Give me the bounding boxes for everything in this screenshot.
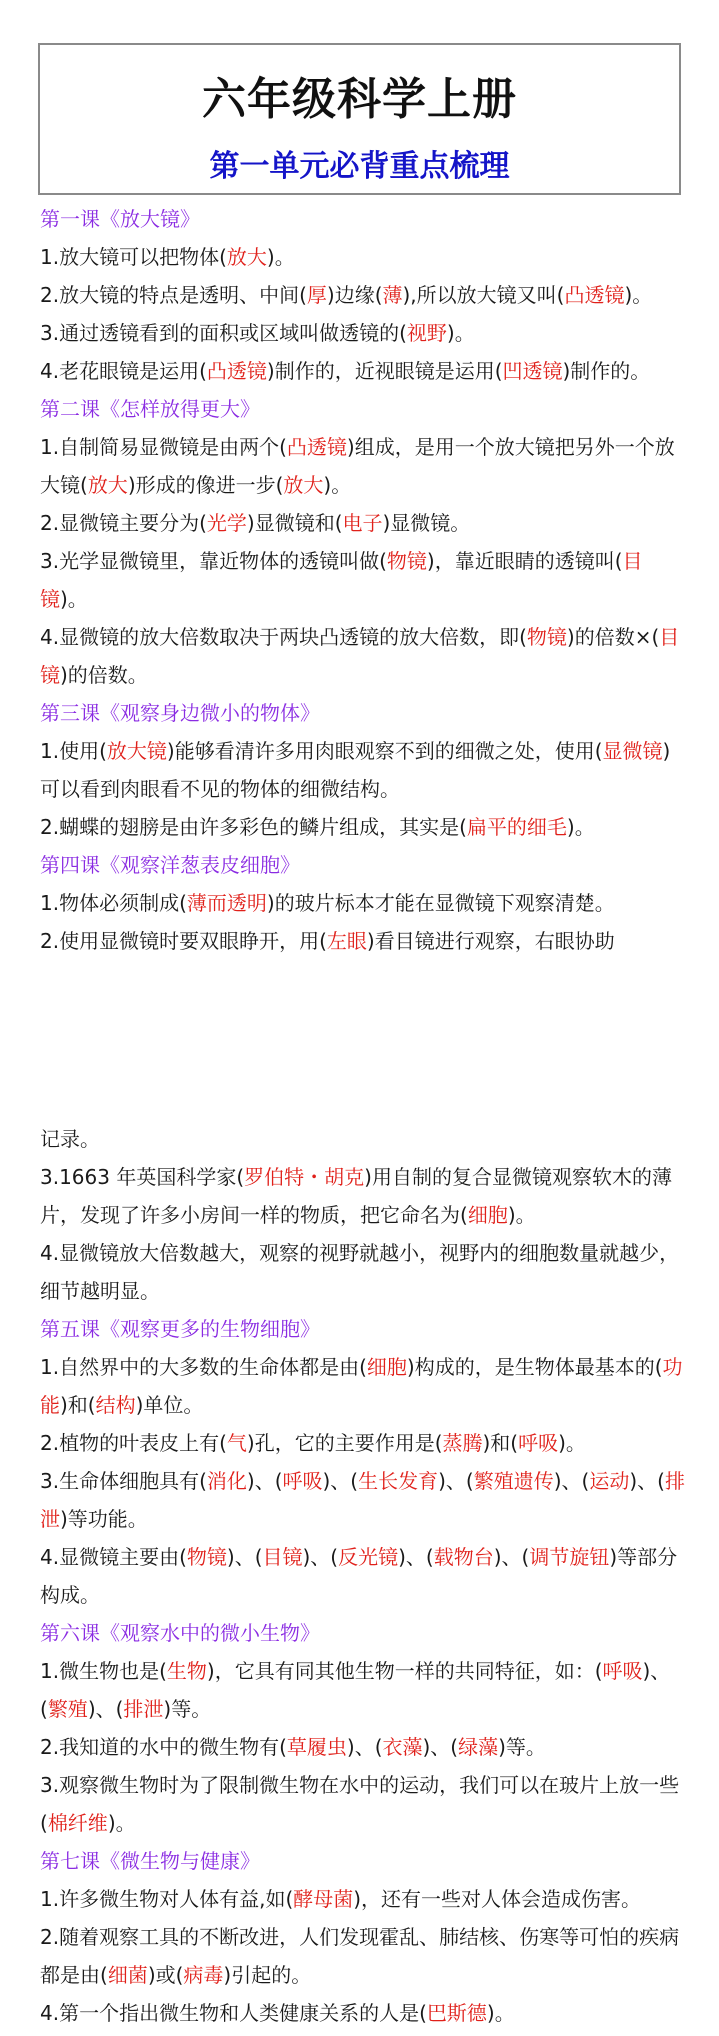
answer-highlight: 衣藻	[382, 1735, 423, 1759]
point-text: )、(	[422, 1735, 459, 1759]
point-item	[40, 1234, 690, 1310]
point-item	[40, 238, 690, 276]
point-item	[40, 1728, 690, 1766]
point-text: )单位。	[135, 1393, 204, 1417]
answer-highlight: 显微镜	[602, 739, 663, 763]
point-text: )。	[624, 283, 653, 307]
point-text: )和(	[60, 1393, 96, 1417]
answer-highlight: 功能	[40, 1355, 683, 1417]
lesson-heading: 第七课《微生物与健康》	[40, 1849, 260, 1873]
answer-highlight: 草履虫	[286, 1735, 347, 1759]
point-item	[40, 1120, 690, 1158]
point-text: 1.微生物也是(	[40, 1659, 167, 1683]
point-text: )、(	[87, 1697, 124, 1721]
point-text: )的玻片标本才能在显微镜下观察清楚。	[266, 891, 615, 915]
point-text: )、(	[629, 1469, 665, 1493]
point-text: )、(	[40, 1659, 671, 1721]
point-text: )用自制的复合显微镜观察软木的薄片，发现了许多小房间一样的物质，把它命名为(	[40, 1165, 672, 1227]
point-item	[40, 1424, 690, 1462]
point-item	[40, 1918, 690, 1994]
answer-highlight: 目镜	[262, 1545, 303, 1569]
lesson-heading: 第二课《怎样放得更大》	[40, 397, 260, 421]
point-text: 2.使用显微镜时要双眼睁开，用(	[40, 929, 327, 953]
lesson-heading: 第三课《观察身边微小的物体》	[40, 701, 320, 725]
point-text: 1.许多微生物对人体有益,如(	[40, 1887, 294, 1911]
point-item	[40, 314, 690, 352]
point-text: 2.我知道的水中的微生物有(	[40, 1735, 287, 1759]
answer-highlight: 巴斯德	[426, 2001, 487, 2025]
point-text: 1.使用(	[40, 739, 107, 763]
point-text: )。	[507, 1203, 536, 1227]
point-text: )。	[446, 321, 475, 345]
answer-highlight: 放大	[87, 473, 128, 497]
answer-highlight: 生物	[166, 1659, 207, 1683]
point-text: )、(	[438, 1469, 474, 1493]
point-text: 2.蝴蝶的翅膀是由许多彩色的鳞片组成，其实是(	[40, 815, 467, 839]
answer-highlight: 目镜	[40, 549, 643, 611]
point-text: )、(	[493, 1545, 530, 1569]
point-item	[40, 922, 690, 960]
answer-highlight: 薄	[382, 283, 403, 307]
answer-highlight: 调节旋钮	[529, 1545, 610, 1569]
point-text: )看目镜进行观察，右眼协助	[366, 929, 615, 953]
point-text: )。	[266, 245, 295, 269]
point-text: 3.观察微生物时为了限制微生物在水中的运动，我们可以在玻片上放一些(	[40, 1773, 680, 1835]
point-text: 1.放大镜可以把物体(	[40, 245, 227, 269]
answer-highlight: 电子	[342, 511, 383, 535]
lesson-heading: 第四课《观察洋葱表皮细胞》	[40, 853, 300, 877]
answer-highlight: 凸透镜	[286, 435, 347, 459]
point-text: 记录。	[40, 1127, 100, 1151]
point-text: 4.显微镜放大倍数越大，观察的视野就越小，视野内的细胞数量就越少，细节越明显。	[40, 1241, 680, 1303]
point-text: )。	[486, 2001, 515, 2025]
point-text: )。	[107, 1811, 136, 1835]
point-item	[40, 1880, 690, 1918]
answer-highlight: 左眼	[326, 929, 367, 953]
point-text: 2.显微镜主要分为(	[40, 511, 207, 535]
point-text: 1.自制简易显微镜是由两个(	[40, 435, 287, 459]
lesson-heading: 第六课《观察水中的微小生物》	[40, 1621, 320, 1645]
point-text: )等功能。	[60, 1507, 148, 1531]
point-text: )显微镜和(	[246, 511, 343, 535]
point-text: )、(	[398, 1545, 434, 1569]
answer-highlight: 凸透镜	[564, 283, 625, 307]
point-text: )。	[323, 473, 352, 497]
point-text: )、(	[246, 1469, 283, 1493]
point-text: 4.显微镜主要由(	[40, 1545, 187, 1569]
answer-highlight: 物镜	[526, 625, 567, 649]
point-text: )显微镜。	[382, 511, 471, 535]
point-text: )，靠近眼睛的透镜叫(	[426, 549, 623, 573]
point-text: 2.放大镜的特点是透明、中间(	[40, 283, 307, 307]
answer-highlight: 物镜	[186, 1545, 227, 1569]
point-text: 3.通过透镜看到的面积或区域叫做透镜的(	[40, 321, 407, 345]
answer-highlight: 凹透镜	[502, 359, 563, 383]
point-text: )孔，它的主要作用是(	[246, 1431, 443, 1455]
answer-highlight: 视野	[406, 321, 447, 345]
point-text: )或(	[147, 1963, 184, 1987]
point-text: )的倍数。	[60, 663, 148, 687]
point-item	[40, 542, 690, 618]
answer-highlight: 呼吸	[602, 1659, 643, 1683]
title-box	[38, 43, 681, 195]
answer-highlight: 放大镜	[106, 739, 167, 763]
point-item	[40, 808, 690, 846]
lesson-heading: 第五课《观察更多的生物细胞》	[40, 1317, 320, 1341]
point-text: )、(	[346, 1735, 383, 1759]
answer-highlight: 酵母菌	[293, 1887, 354, 1911]
point-text: )、(	[322, 1469, 359, 1493]
answer-highlight: 繁殖遗传	[473, 1469, 554, 1493]
point-text: )构成的，是生物体最基本的(	[406, 1355, 663, 1379]
answer-highlight: 放大	[283, 473, 324, 497]
answer-highlight: 绿藻	[458, 1735, 499, 1759]
point-text: 4.显微镜的放大倍数取决于两块凸透镜的放大倍数，即(	[40, 625, 527, 649]
point-text: )制作的，近视眼镜是运用(	[266, 359, 503, 383]
answer-highlight: 运动	[589, 1469, 630, 1493]
point-item	[40, 1538, 690, 1614]
answer-highlight: 物镜	[386, 549, 427, 573]
point-text: )组成，是用一个放大镜把另外一个放大镜(	[40, 435, 675, 497]
point-text: )、(	[226, 1545, 263, 1569]
point-text: )和(	[482, 1431, 519, 1455]
point-text: 3.生命体细胞具有(	[40, 1469, 207, 1493]
point-text: )形成的像进一步(	[127, 473, 284, 497]
point-text: 1.物体必须制成(	[40, 891, 187, 915]
answer-highlight: 繁殖	[47, 1697, 88, 1721]
answer-highlight: 结构	[95, 1393, 136, 1417]
point-text: )等部分构成。	[40, 1545, 678, 1607]
answer-highlight: 消化	[206, 1469, 247, 1493]
point-item	[40, 276, 690, 314]
point-item	[40, 1158, 690, 1234]
point-item	[40, 352, 690, 390]
point-text: )，还有一些对人体会造成伤害。	[353, 1887, 642, 1911]
answer-highlight: 厚	[306, 283, 327, 307]
point-item	[40, 504, 690, 542]
answer-highlight: 凸透镜	[206, 359, 267, 383]
answer-highlight: 气	[226, 1431, 247, 1455]
page-title: 六年级科学上册	[202, 74, 517, 125]
answer-highlight: 蒸腾	[442, 1431, 483, 1455]
point-text: ),所以放大镜又叫(	[402, 283, 565, 307]
answer-highlight: 目镜	[40, 625, 680, 687]
point-text: )的倍数×(	[566, 625, 660, 649]
answer-highlight: 扁平的细毛	[466, 815, 567, 839]
lesson-heading: 第一课《放大镜》	[40, 207, 200, 231]
point-text: )。	[566, 815, 595, 839]
point-item	[40, 1994, 690, 2032]
answer-highlight: 薄而透明	[186, 891, 267, 915]
content	[40, 200, 690, 2032]
answer-highlight: 病毒	[183, 1963, 224, 1987]
point-text: )制作的。	[562, 359, 651, 383]
point-text: )。	[60, 587, 88, 611]
point-text: )等。	[163, 1697, 212, 1721]
point-text: )能够看清许多用肉眼观察不到的细微之处，使用(	[166, 739, 603, 763]
point-text: )，它具有同其他生物一样的共同特征，如：(	[206, 1659, 603, 1683]
answer-highlight: 光学	[206, 511, 247, 535]
point-text: 4.第一个指出微生物和人类健康关系的人是(	[40, 2001, 427, 2025]
point-item	[40, 1348, 690, 1424]
answer-highlight: 细胞	[366, 1355, 407, 1379]
point-item	[40, 1652, 690, 1728]
blank-gap	[40, 960, 690, 1120]
point-item	[40, 732, 690, 808]
point-text: 1.自然界中的大多数的生命体都是由(	[40, 1355, 367, 1379]
point-item	[40, 1766, 690, 1842]
answer-highlight: 罗伯特・胡克	[244, 1165, 365, 1189]
answer-highlight: 细胞	[467, 1203, 508, 1227]
point-text: )边缘(	[326, 283, 383, 307]
answer-highlight: 细菌	[107, 1963, 148, 1987]
answer-highlight: 生长发育	[358, 1469, 439, 1493]
point-item	[40, 1462, 690, 1538]
answer-highlight: 呼吸	[282, 1469, 323, 1493]
point-text: )。	[558, 1431, 586, 1455]
point-text: )、(	[553, 1469, 590, 1493]
point-text: 2.随着观察工具的不断改进，人们发现霍乱、肺结核、伤寒等可怕的疾病都是由(	[40, 1925, 680, 1987]
answer-highlight: 载物台	[433, 1545, 494, 1569]
point-text: )、(	[302, 1545, 339, 1569]
point-text: 4.老花眼镜是运用(	[40, 359, 207, 383]
point-text: 3.光学显微镜里，靠近物体的透镜叫做(	[40, 549, 387, 573]
point-text: )可以看到肉眼看不见的物体的细微结构。	[40, 739, 671, 801]
point-text: )等。	[498, 1735, 546, 1759]
point-text: )引起的。	[223, 1963, 312, 1987]
point-item	[40, 884, 690, 922]
answer-highlight: 放大	[226, 245, 267, 269]
answer-highlight: 呼吸	[518, 1431, 559, 1455]
page-subtitle: 第一单元必背重点梳理	[209, 149, 510, 184]
point-text: 3.1663 年英国科学家(	[40, 1165, 245, 1189]
point-text: 2.植物的叶表皮上有(	[40, 1431, 227, 1455]
answer-highlight: 反光镜	[338, 1545, 399, 1569]
point-item	[40, 618, 690, 694]
answer-highlight: 棉纤维	[47, 1811, 108, 1835]
answer-highlight: 排泄	[40, 1469, 685, 1531]
answer-highlight: 排泄	[123, 1697, 164, 1721]
point-item	[40, 428, 690, 504]
